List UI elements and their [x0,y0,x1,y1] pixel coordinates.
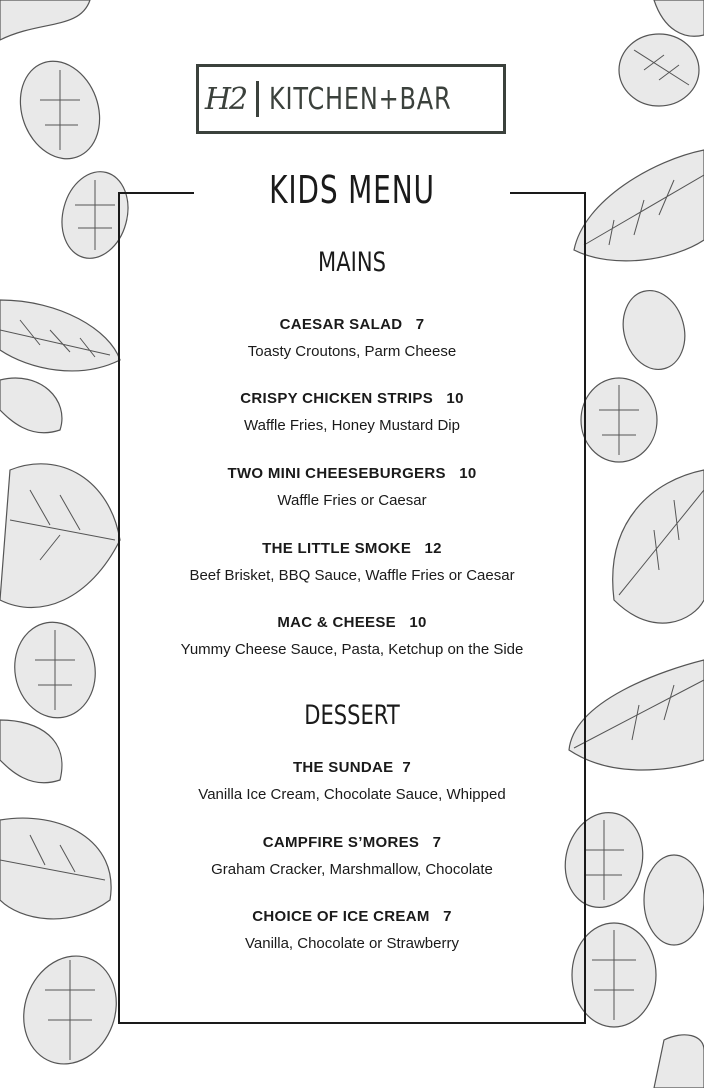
item-name: CRISPY CHICKEN STRIPS [240,390,434,407]
item-name: TWO MINI CHEESEBURGERS [227,465,446,482]
item-name: CAMPFIRE S’MORES [262,834,420,851]
item-description: Beef Brisket, BBQ Sauce, Waffle Fries or Caesar [189,567,515,584]
item-name: CHOICE OF ICE CREAM [252,908,430,925]
item-price: 7 [402,759,412,776]
item-name: CAESAR SALAD [279,316,403,333]
item-name: MAC & CHEESE [277,614,396,631]
menu-title: KIDS MENU [269,168,435,212]
menu-item [120,316,584,360]
section-heading-mains: MAINS [318,247,386,278]
logo-text: KITCHEN+BAR [269,81,452,117]
item-description: Toasty Croutons, Parm Cheese [247,343,457,360]
item-description: Vanilla Ice Cream, Chocolate Sauce, Whipped [198,786,506,803]
item-price: 7 [415,316,425,333]
item-description: Graham Cracker, Marshmallow, Chocolate [211,861,493,878]
menu-item [120,465,584,509]
frame-top-rule-right [510,192,586,194]
item-price: 7 [432,834,442,851]
item-price: 7 [443,908,452,925]
item-description: Waffle Fries, Honey Mustard Dip [244,417,460,434]
section-heading-dessert: DESSERT [304,700,400,731]
item-description: Waffle Fries or Caesar [277,492,427,509]
item-price: 10 [409,614,427,631]
item-price: 10 [446,390,464,407]
item-price: 12 [424,540,442,557]
logo-divider [256,81,259,117]
item-name: THE LITTLE SMOKE [262,540,412,557]
menu-item [120,540,584,584]
item-price: 10 [459,465,477,482]
restaurant-logo [196,64,506,134]
menu-item [120,614,584,658]
item-description: Yummy Cheese Sauce, Pasta, Ketchup on the Side [180,641,524,658]
frame-top-rule-left [118,192,194,194]
logo-mark: H2 [204,81,247,117]
menu-item [120,390,584,434]
item-description: Vanilla, Chocolate or Strawberry [245,935,459,952]
item-name: THE SUNDAE [292,759,394,776]
menu-item [120,834,584,878]
menu-item [120,759,584,803]
menu-item [120,908,584,952]
